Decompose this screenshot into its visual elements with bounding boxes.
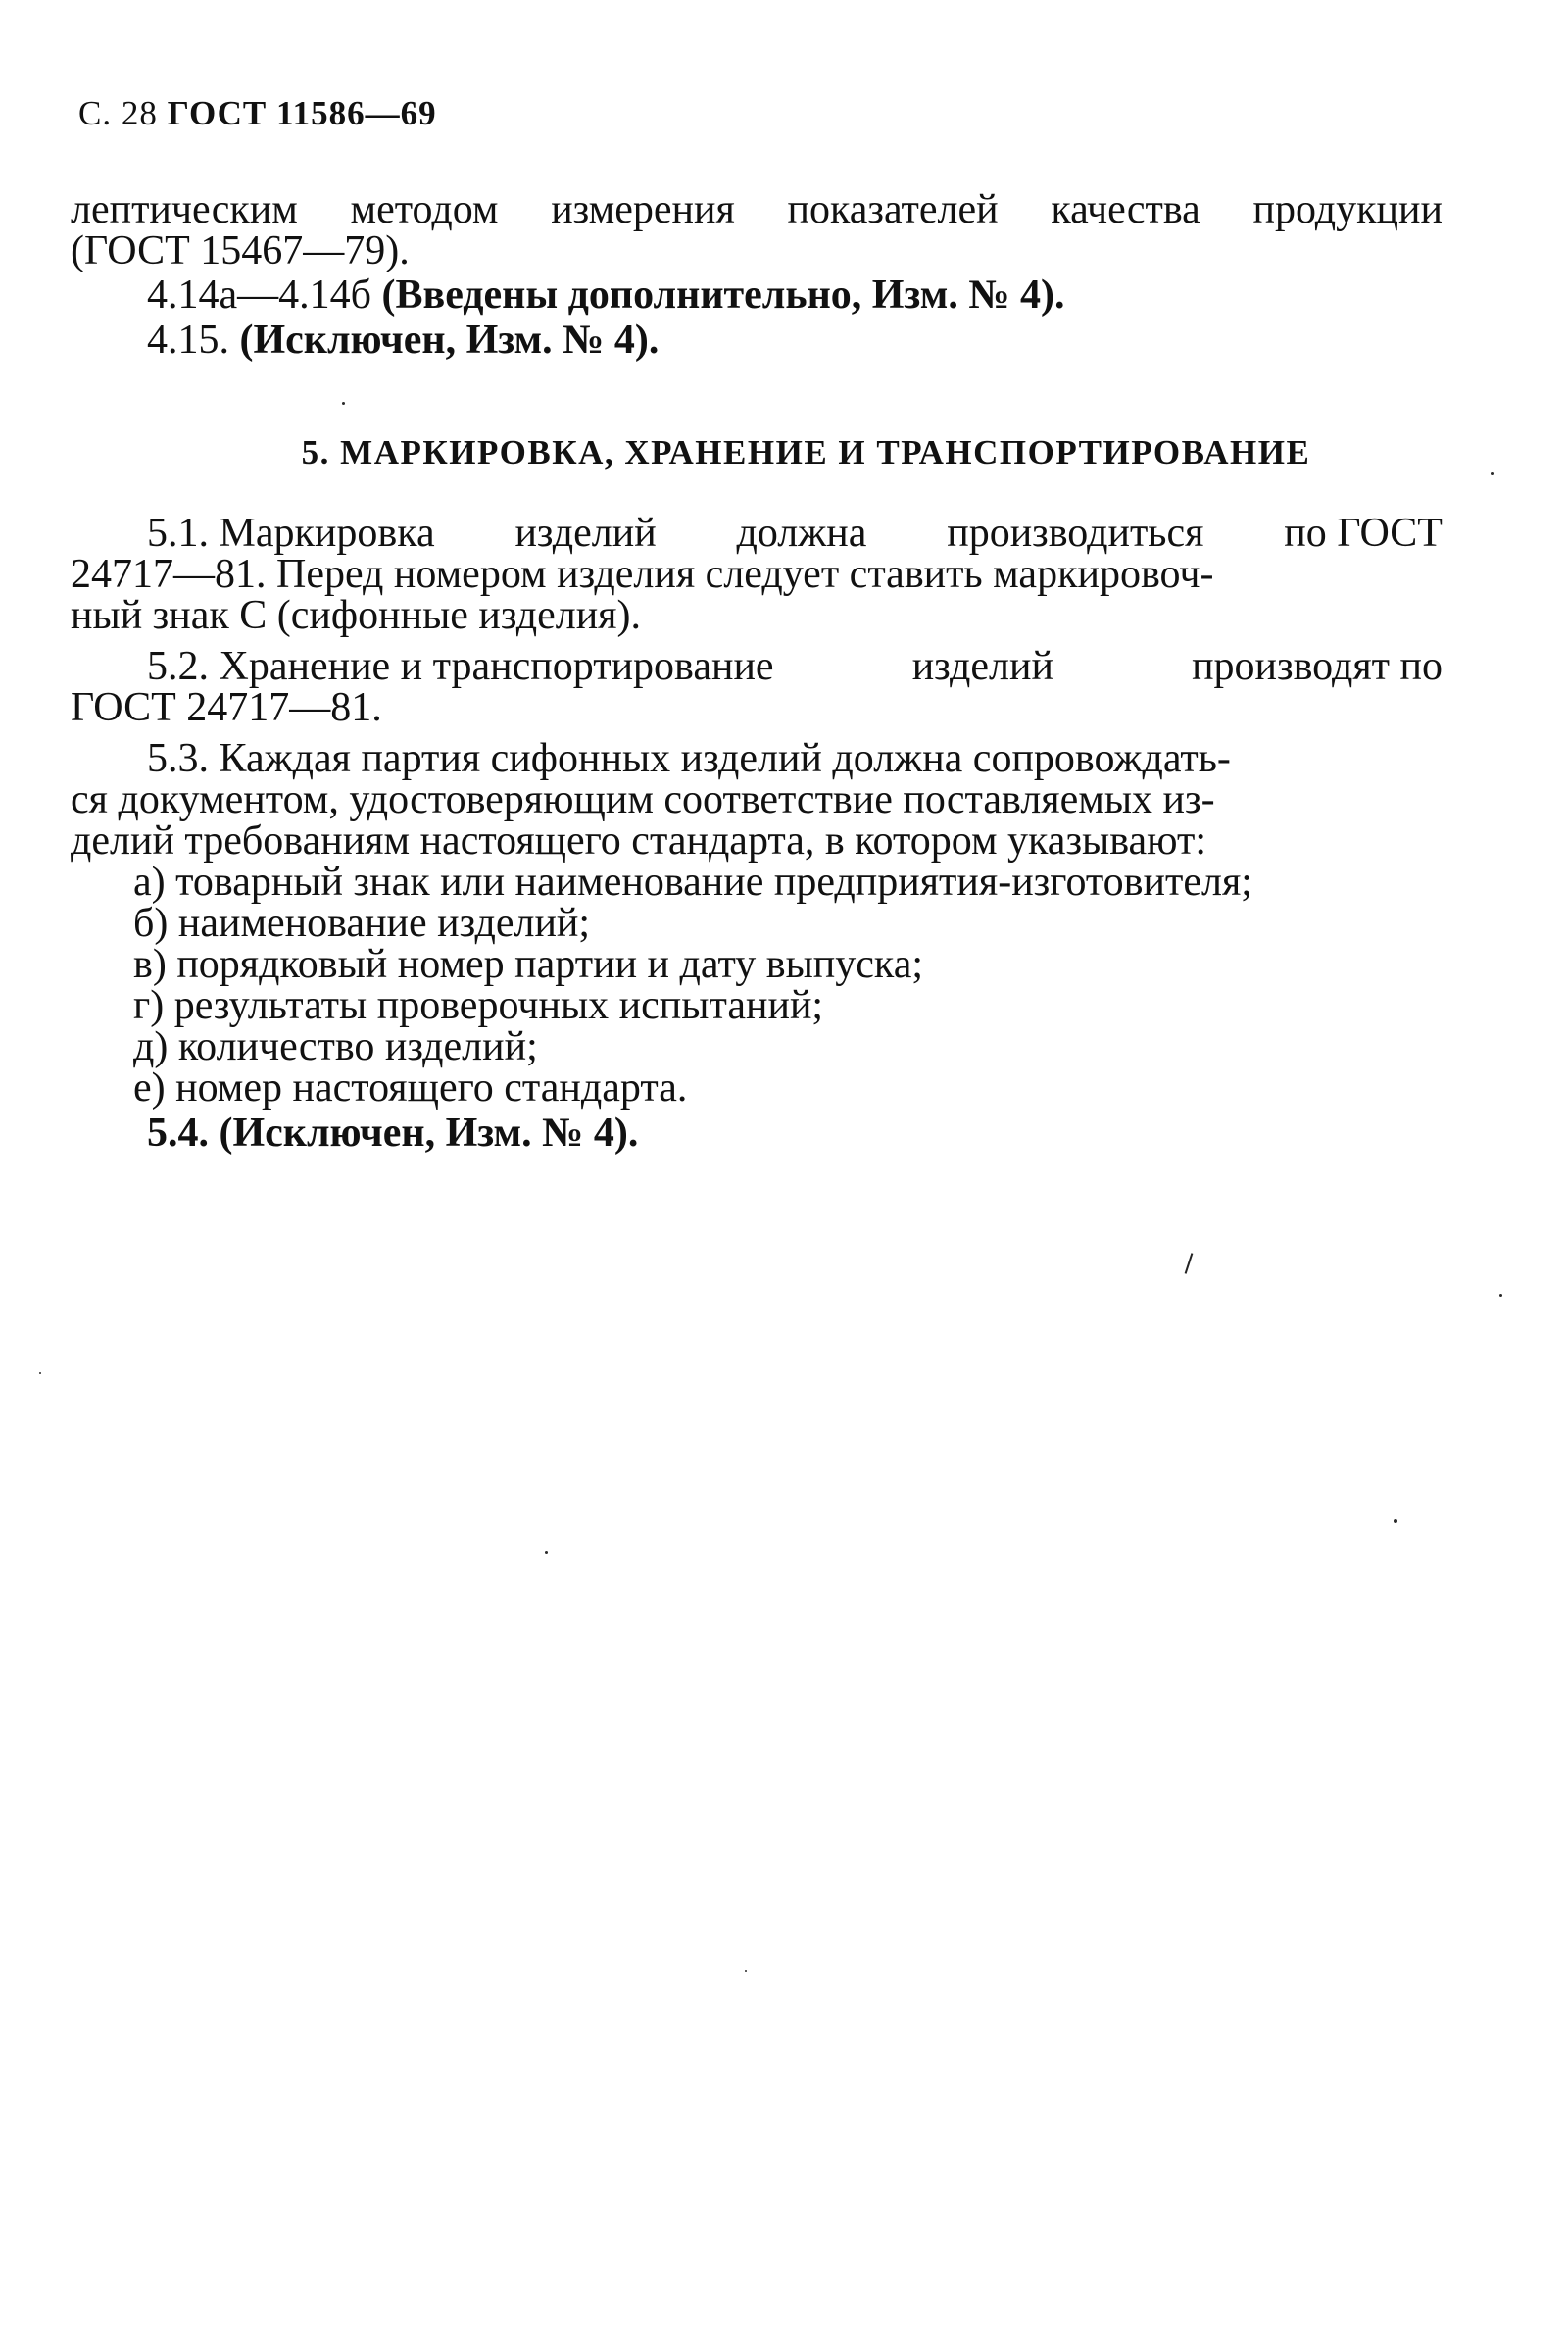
intro-line-1 bbox=[71, 189, 1443, 230]
word: 5.2. Хранение и транспортирование bbox=[147, 644, 774, 689]
page-number: С. 28 bbox=[78, 94, 158, 132]
word: изделий bbox=[514, 511, 657, 556]
list-item: д) количество изделий; bbox=[133, 1024, 538, 1069]
list-item: а) товарный знак или наименование предприятия-изготовителя; bbox=[133, 860, 1252, 905]
p51-line-2: 24717—81. Перед номером изделия следует ставить маркировоч- bbox=[71, 552, 1214, 597]
intro-block bbox=[71, 189, 1443, 361]
p53-line-2: ся документом, удостоверяющим соответствие поставляемых из- bbox=[71, 777, 1215, 822]
word: производят по bbox=[1192, 644, 1443, 689]
word: качества bbox=[1051, 187, 1200, 232]
word: измерения bbox=[551, 187, 735, 232]
word: производиться bbox=[947, 511, 1204, 556]
scan-speck bbox=[1394, 1519, 1397, 1523]
word: показателей bbox=[787, 187, 999, 232]
scan-speck bbox=[1491, 472, 1494, 475]
item-4-14 bbox=[71, 274, 1443, 316]
word: методом bbox=[350, 187, 499, 232]
word: изделий bbox=[911, 644, 1054, 689]
p52-line-2: ГОСТ 24717—81. bbox=[71, 685, 382, 730]
section-5-body bbox=[71, 513, 1443, 1154]
list-item: б) наименование изделий; bbox=[133, 901, 591, 946]
p53-line-3: делий требованиям настоящего стандарта, в котором указывают: bbox=[71, 818, 1207, 864]
item-4-15-note: (Исключен, Изм. № 4). bbox=[239, 318, 660, 363]
intro-line-2: (ГОСТ 15467—79). bbox=[71, 228, 410, 273]
scan-speck bbox=[545, 1551, 548, 1554]
p51-line-1 bbox=[71, 513, 1443, 554]
p51-line-3: ный знак С (сифонные изделия). bbox=[71, 593, 641, 638]
word: 5.1. Маркировка bbox=[147, 511, 435, 556]
standard-number: ГОСТ 11586—69 bbox=[167, 94, 437, 132]
page-header bbox=[78, 94, 437, 133]
item-4-15 bbox=[71, 320, 1443, 361]
p52-line-1 bbox=[71, 646, 1443, 687]
item-4-15-number: 4.15. bbox=[147, 318, 229, 363]
word: продукции bbox=[1252, 187, 1443, 232]
scan-speck bbox=[39, 1372, 41, 1374]
p53-line-1: 5.3. Каждая партия сифонных изделий должна сопровождать- bbox=[147, 736, 1231, 781]
section-5-heading bbox=[0, 433, 1568, 472]
list-item: е) номер настоящего стандарта. bbox=[133, 1065, 688, 1111]
list-item: г) результаты проверочных испытаний; bbox=[133, 983, 824, 1028]
item-4-14-number: 4.14а—4.14б bbox=[147, 272, 372, 318]
scan-speck bbox=[342, 402, 345, 405]
word: лептическим bbox=[71, 187, 298, 232]
scan-speck bbox=[1499, 1294, 1502, 1297]
item-4-14-note: (Введены дополнительно, Изм. № 4). bbox=[381, 272, 1065, 318]
section-5-title: 5. МАРКИРОВКА, ХРАНЕНИЕ И ТРАНСПОРТИРОВАНИЕ bbox=[301, 433, 1311, 471]
scan-mark bbox=[1185, 1253, 1194, 1274]
scan-speck bbox=[745, 1970, 747, 1972]
requirements-list bbox=[71, 862, 1443, 1109]
list-item: в) порядковый номер партии и дату выпуска; bbox=[133, 942, 923, 987]
word: должна bbox=[736, 511, 867, 556]
word: по ГОСТ bbox=[1284, 511, 1443, 556]
p54: 5.4. (Исключен, Изм. № 4). bbox=[147, 1111, 639, 1156]
